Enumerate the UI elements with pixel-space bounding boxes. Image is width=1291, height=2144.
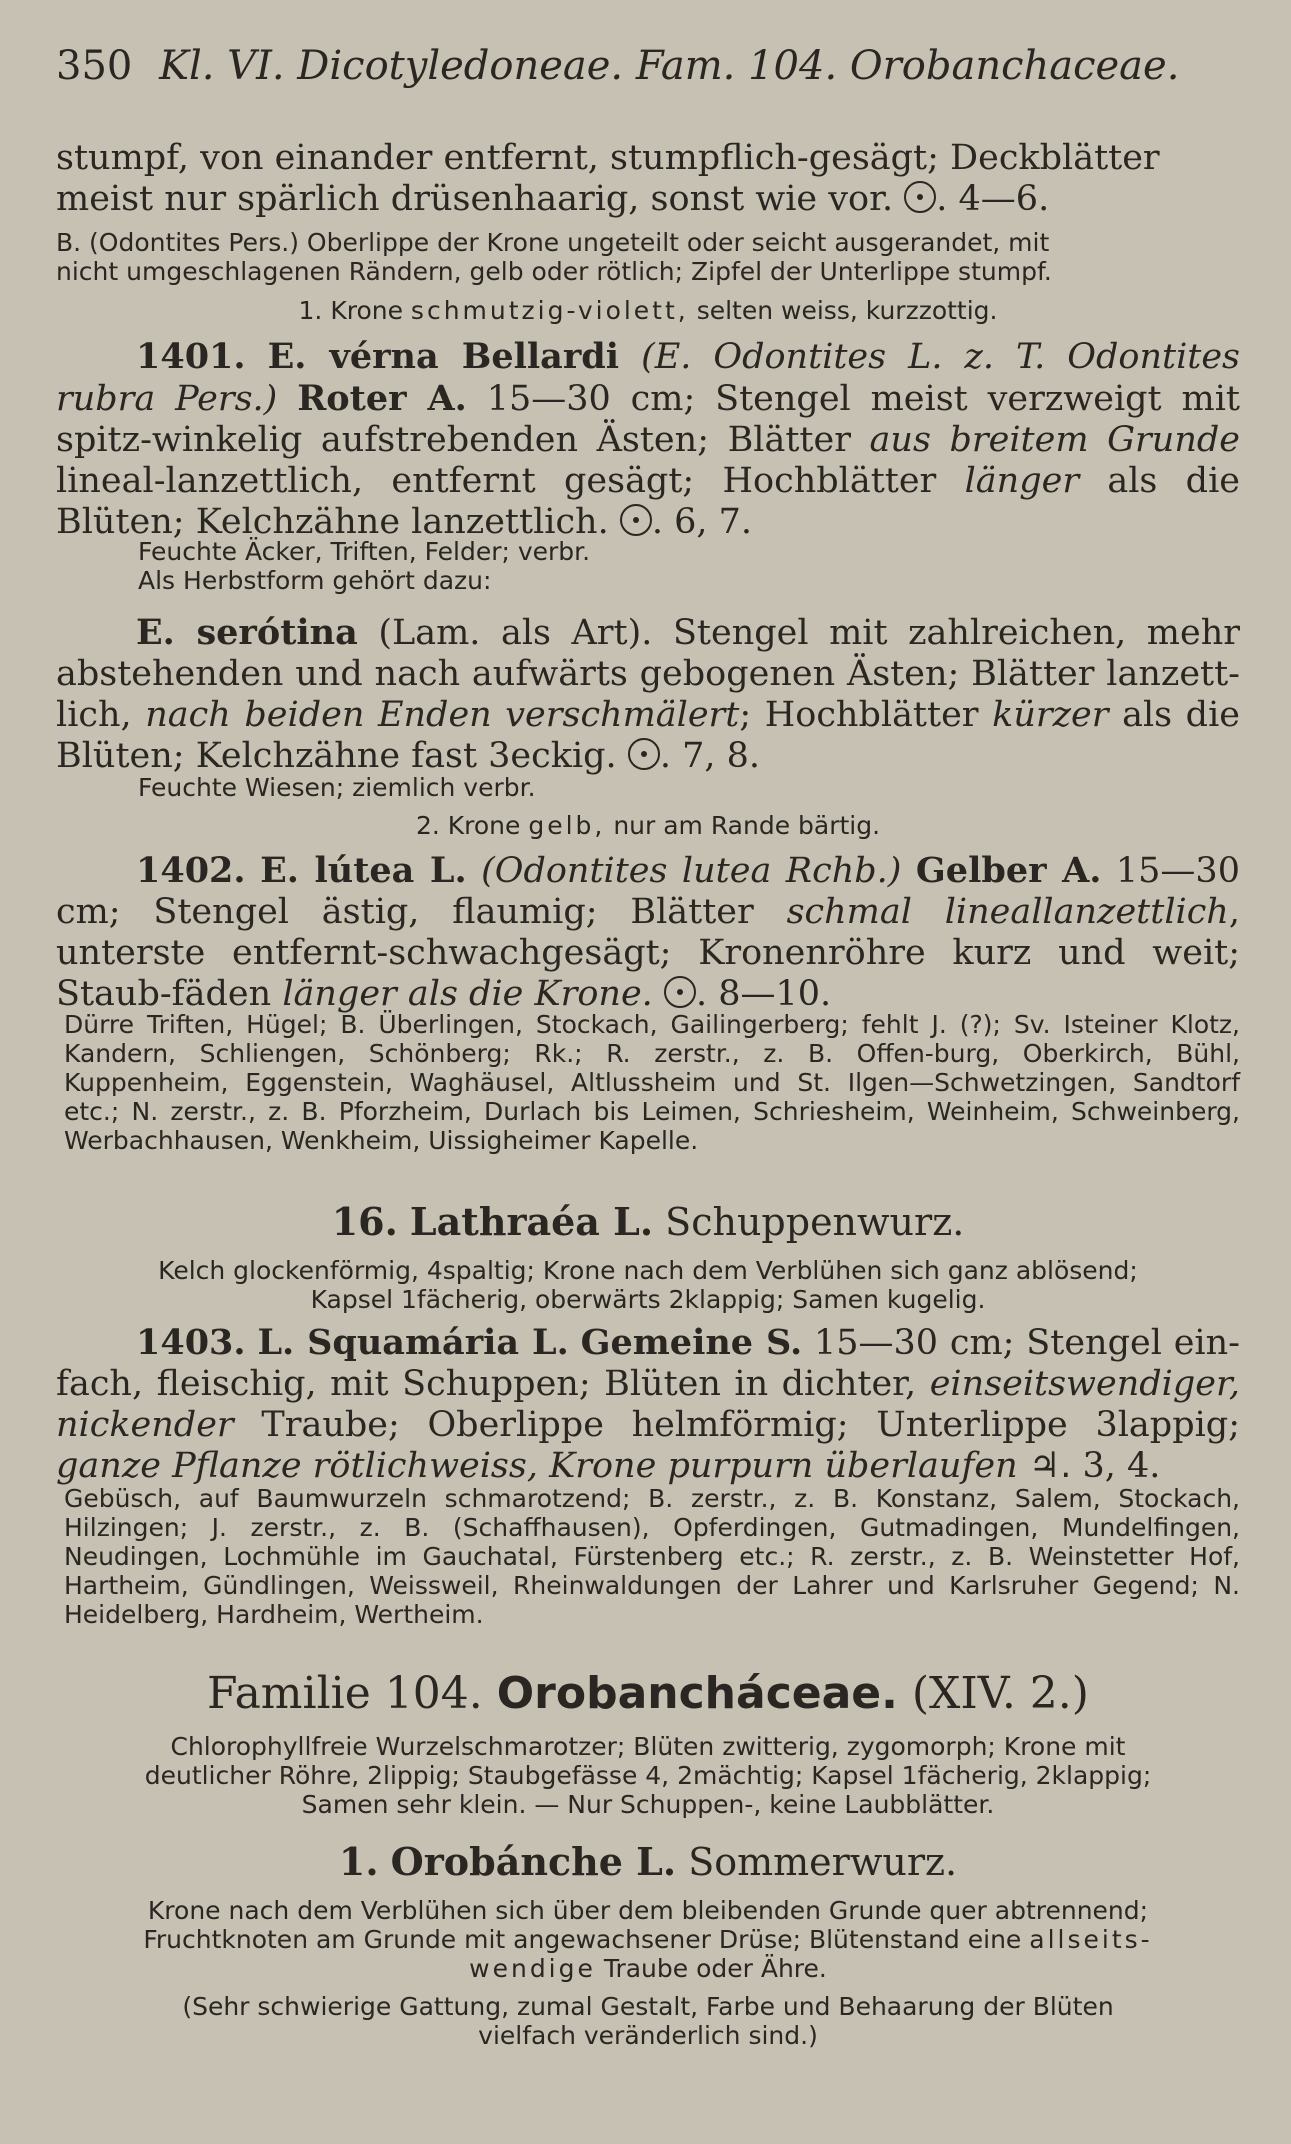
species-1403-entry: 1403. L. Squamária L. Gemeine S. 15—30 cm; Stengel ein-fach, fleischig, mit Schuppen; Blüten in dichter, einseitswendiger, nickender Traube; Oberlippe helmförmig; Unterlippe 3lappig; ganze Pflanze rötlichweiss, Krone purpurn überlaufen ♃. 3, 4. xyxy=(56,1322,1240,1486)
genus-common-name: Schuppenwurz. xyxy=(665,1200,965,1244)
species-number: 1403. xyxy=(136,1322,246,1363)
group-b-line-1: B. (Odontites Pers.) Oberlippe der Krone ungeteilt oder seicht ausgerandet, mit xyxy=(56,228,1050,257)
perennial-jupiter-icon: ♃. xyxy=(1028,1446,1072,1486)
species-name: L. Squamária L. xyxy=(257,1322,569,1363)
annual-circle-icon xyxy=(664,976,696,1008)
family-name: Orobancháceae. xyxy=(496,1668,898,1719)
species-number: 1401. xyxy=(136,336,246,377)
genus-16-description: Kelch glockenförmig, 4spaltig; Krone nach dem Verblühen sich ganz ablösend; Kapsel 1fächerig, oberwärts 2klappig; Samen kugelig. xyxy=(158,1256,1138,1314)
species-1401-entry: 1401. E. vérna Bellardi (E. Odontites L. z. T. Odontites rubra Pers.) Roter A. 15—30 cm; Stengel meist verzweigt mit spitz-winkelig aufstrebenden Ästen; Blätter aus breitem Grunde lineal-lanzettlich, entfernt gesägt; Hochblätter länger als die Blüten; Kelchzähne lanzettlich. . 6, 7. xyxy=(56,336,1240,542)
annual-circle-icon xyxy=(620,504,652,536)
genus-name: Orobánche L. xyxy=(390,1839,677,1884)
species-common-name: Roter A. xyxy=(297,378,467,419)
running-title: Kl. VI. Dicotyledoneae. Fam. 104. Orobanchaceae. xyxy=(159,43,1180,89)
annual-circle-icon xyxy=(904,181,936,213)
genus-1-note: (Sehr schwierige Gattung, zumal Gestalt, Farbe und Behaarung der Blüten vielfach veränderlich sind.) xyxy=(182,1992,1114,2050)
intro-line-2: meist nur spärlich drüsenhaarig, sonst wie vor. . 4—6. xyxy=(56,179,1050,219)
species-number: 1402. xyxy=(136,850,246,891)
page-header xyxy=(56,38,1240,94)
group-b-line-2: nicht umgeschlagenen Rändern, gelb oder rötlich; Zipfel der Unterlippe stumpf. xyxy=(56,257,1052,286)
genus-1-heading: 1. Orobánche L. Sommerwurz. xyxy=(338,1839,958,1884)
genus-name: Lathraéa L. xyxy=(409,1199,654,1244)
intro-line-1: stumpf, von einander entfernt, stumpflich-gesägt; Deckblätter xyxy=(56,138,1160,178)
genus-common-name: Sommerwurz. xyxy=(688,1840,958,1884)
species-1402-habitat: Dürre Triften, Hügel; B. Überlingen, Stockach, Gailingerberg; fehlt J. (?); Sv. Isteiner Klotz, Kandern, Schliengen, Schönberg; Rk.; R. zerstr., z. B. Offen-burg, Oberkirch, Bühl, Kuppenheim, Eggenstein, Waghäusel, Altlussheim und St. Ilgen—Schwetzingen, Sandtorf etc.; N. zerstr., z. B. Pforzheim, Durlach bis Leimen, Schriesheim, Weinheim, Schweinberg, Werbachhausen, Wenkheim, Uissigheimer Kapelle. xyxy=(64,1010,1240,1155)
page-number: 350 xyxy=(56,43,133,89)
genus-1-description: Krone nach dem Verblühen sich über dem bleibenden Grunde quer abtrennend; Fruchtknoten am Grunde mit angewachsener Drüse; Blütenstand eine allseits- wendige Traube oder Ähre. xyxy=(143,1896,1153,1983)
subgroup-1-heading: 1. Krone schmutzig-violett, selten weiss, kurzzottig. xyxy=(298,296,998,325)
species-name: E. vérna Bellardi xyxy=(267,336,620,377)
species-synonym: (E. Odontites L. z. T. Odontites rubra Pers.) xyxy=(56,337,1240,419)
species-1401-habitat: Feuchte Äcker, Triften, Felder; verbr. Als Herbstform gehört dazu: xyxy=(138,537,1238,595)
form-serotina-habitat: Feuchte Wiesen; ziemlich verbr. xyxy=(138,773,536,802)
form-serotina-entry: E. serótina (Lam. als Art). Stengel mit zahlreichen, mehr abstehenden und nach aufwärts gebogenen Ästen; Blätter lanzett-lich, nach beiden Enden verschmälert; Hochblätter kürzer als die Blüten; Kelchzähne fast 3eckig. . 7, 8. xyxy=(56,612,1240,776)
autumn-form-note: Als Herbstform gehört dazu: xyxy=(138,566,492,595)
genus-16-heading: 16. Lathraéa L. Schuppenwurz. xyxy=(331,1199,965,1244)
species-synonym: (Odontites lutea Rchb.) xyxy=(481,851,902,891)
species-name: E. lútea L. xyxy=(260,850,467,891)
form-name: E. serótina xyxy=(136,612,358,653)
annual-circle-icon xyxy=(628,738,660,770)
subgroup-2-heading: 2. Krone gelb, nur am Rande bärtig. xyxy=(415,811,881,840)
family-104-description: Chlorophyllfreie Wurzelschmarotzer; Blüten zwitterig, zygomorph; Krone mit deutlicher Röhre, 2lippig; Staubgefässe 4, 2mächtig; Kapsel 1fächerig, 2klappig; Samen sehr klein. — Nur Schuppen-, keine Laubblätter. xyxy=(144,1732,1152,1819)
group-b-description xyxy=(56,228,1240,286)
species-common-name: Gemeine S. xyxy=(580,1322,803,1363)
species-common-name: Gelber A. xyxy=(915,850,1102,891)
species-1403-habitat: Gebüsch, auf Baumwurzeln schmarotzend; B. zerstr., z. B. Konstanz, Salem, Stockach, Hilzingen; J. zerstr., z. B. (Schaffhausen), Opferdingen, Gutmadingen, Mundelfingen, Neudingen, Lochmühle im Gauchatal, Fürstenberg etc.; R. zerstr., z. B. Weinstetter Hof, Hartheim, Gündlingen, Weissweil, Rheinwaldungen der Lahrer und Karlsruher Gegend; N. Heidelberg, Hardheim, Wertheim. xyxy=(64,1484,1240,1629)
species-1402-entry: 1402. E. lútea L. (Odontites lutea Rchb.) Gelber A. 15—30 cm; Stengel ästig, flaumig; Blätter schmal lineallanzettlich, unterste entfernt-schwachgesägt; Kronenröhre kurz und weit; Staub-fäden länger als die Krone. . 8—10. xyxy=(56,850,1240,1014)
intro-paragraph xyxy=(56,138,1240,220)
family-104-heading: Familie 104. Orobancháceae. (XIV. 2.) xyxy=(207,1668,1089,1719)
